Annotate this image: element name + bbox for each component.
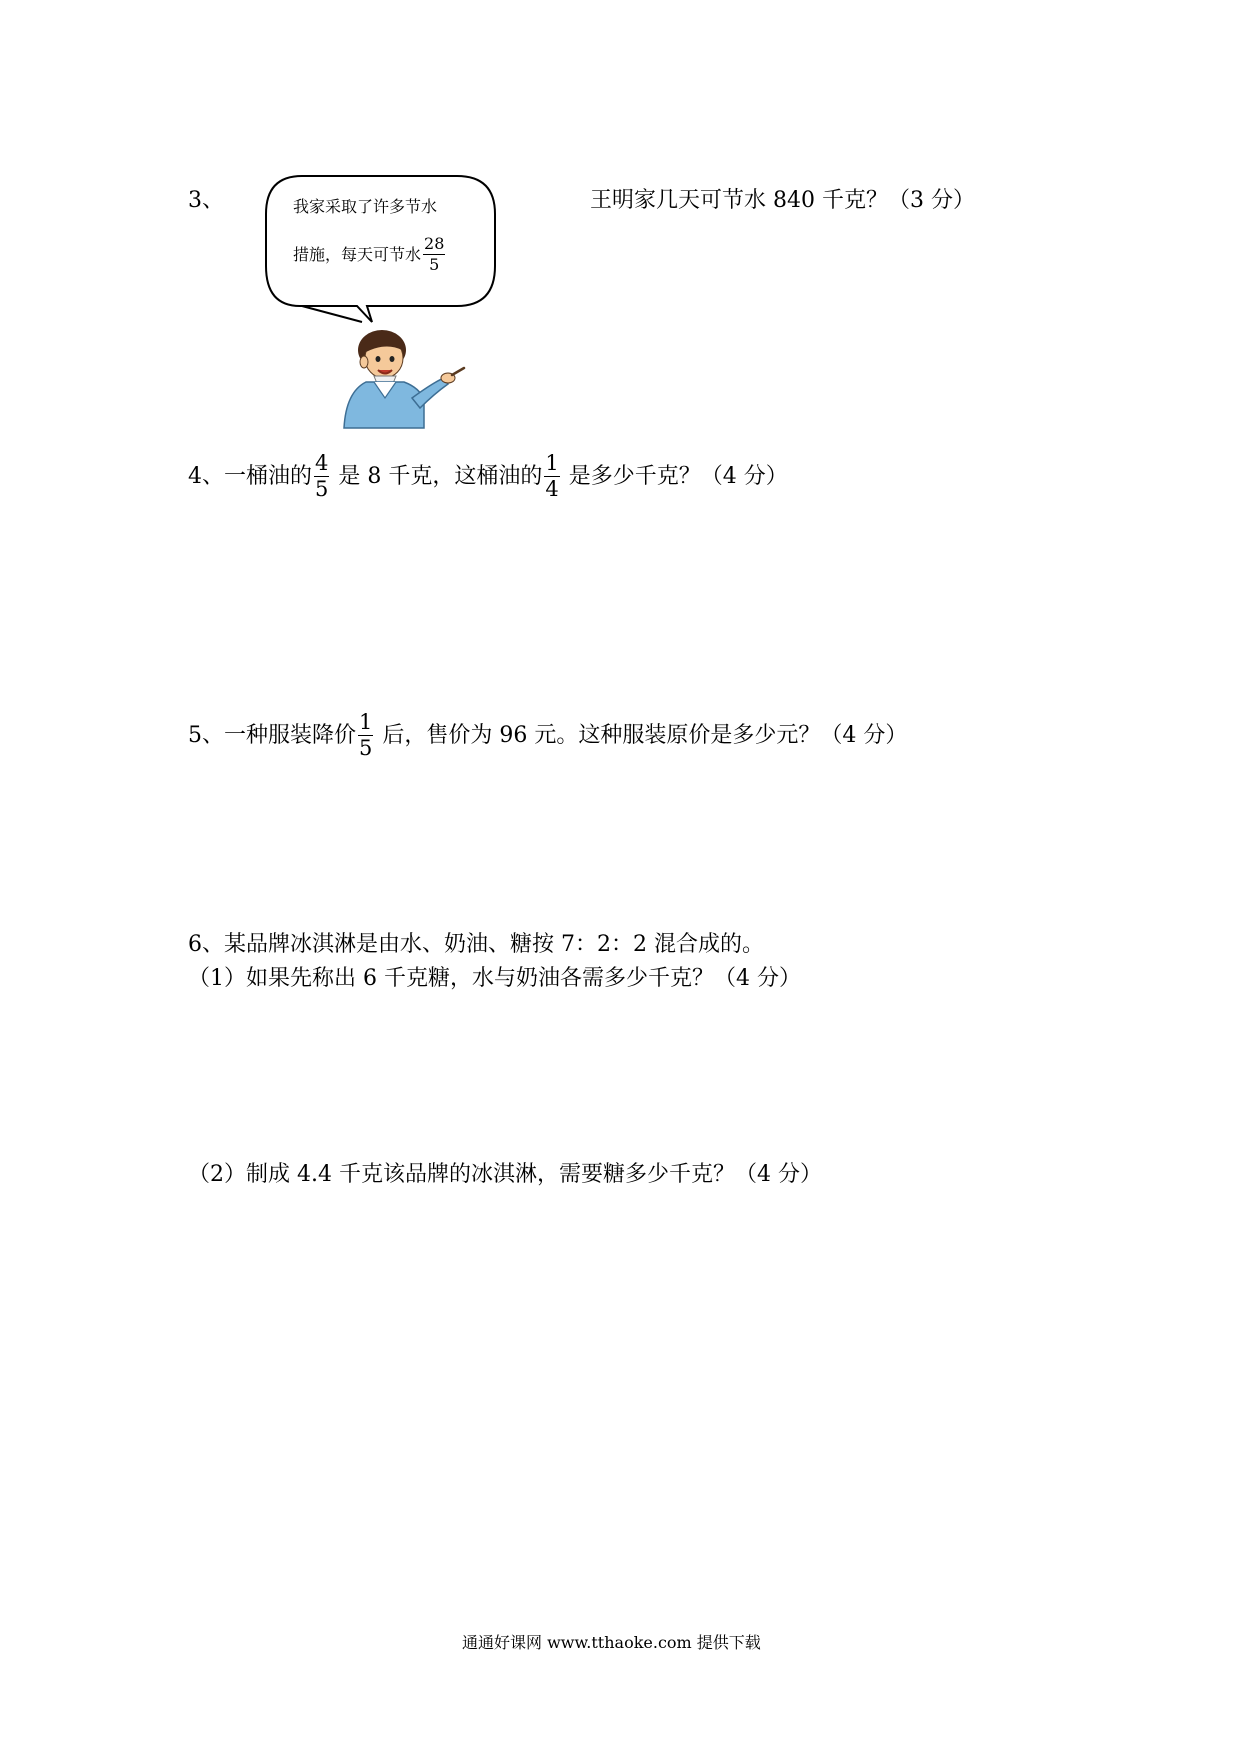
q4-fraction-1-numerator: 4 xyxy=(315,451,329,475)
q6-part-1: （1）如果先称出 6 千克糖，水与奶油各需多少千克？（4 分） xyxy=(188,966,801,991)
q3-number: 3、 xyxy=(188,188,224,213)
q4-line xyxy=(188,453,788,500)
q4-fraction-2 xyxy=(544,453,559,500)
bubble-line-1: 我家采取了许多节水 xyxy=(293,197,438,216)
q6-part-2: （2）制成 4.4 千克该品牌的冰淇淋，需要糖多少千克？（4 分） xyxy=(188,1162,822,1187)
q4-fraction-2-numerator: 1 xyxy=(545,451,559,475)
q4-middle: 是 8 千克，这桶油的 xyxy=(331,463,543,489)
q3-question: 王明家几天可节水 840 千克？（3 分） xyxy=(590,188,975,213)
q4-prefix: 4、一桶油的 xyxy=(188,463,312,489)
q4-fraction-2-denominator: 4 xyxy=(545,477,559,501)
q4-fraction-1 xyxy=(314,453,329,500)
bubble-line-2 xyxy=(293,236,447,273)
bubble-fraction-denominator: 5 xyxy=(429,255,440,274)
bubble-fraction xyxy=(423,236,445,273)
bubble-line-2-text: 措施，每天可节水 xyxy=(293,244,422,264)
q5-prefix: 5、一种服装降价 xyxy=(188,722,356,748)
boy-icon xyxy=(344,330,464,428)
q5-fraction-denominator: 5 xyxy=(359,736,373,760)
q4-fraction-1-denominator: 5 xyxy=(315,477,329,501)
bubble-fraction-numerator: 28 xyxy=(424,234,445,253)
q4-suffix: 是多少千克？（4 分） xyxy=(561,463,788,489)
footer-credit: 通通好课网 www.tthaoke.com 提供下载 xyxy=(462,1633,761,1652)
q5-suffix: 后，售价为 96 元。这种服装原价是多少元？（4 分） xyxy=(375,722,908,748)
q6-stem: 6、某品牌冰淇淋是由水、奶油、糖按 7：2：2 混合成的。 xyxy=(188,932,764,957)
q5-fraction xyxy=(358,712,373,759)
q5-line xyxy=(188,712,907,759)
q5-fraction-numerator: 1 xyxy=(359,710,373,734)
